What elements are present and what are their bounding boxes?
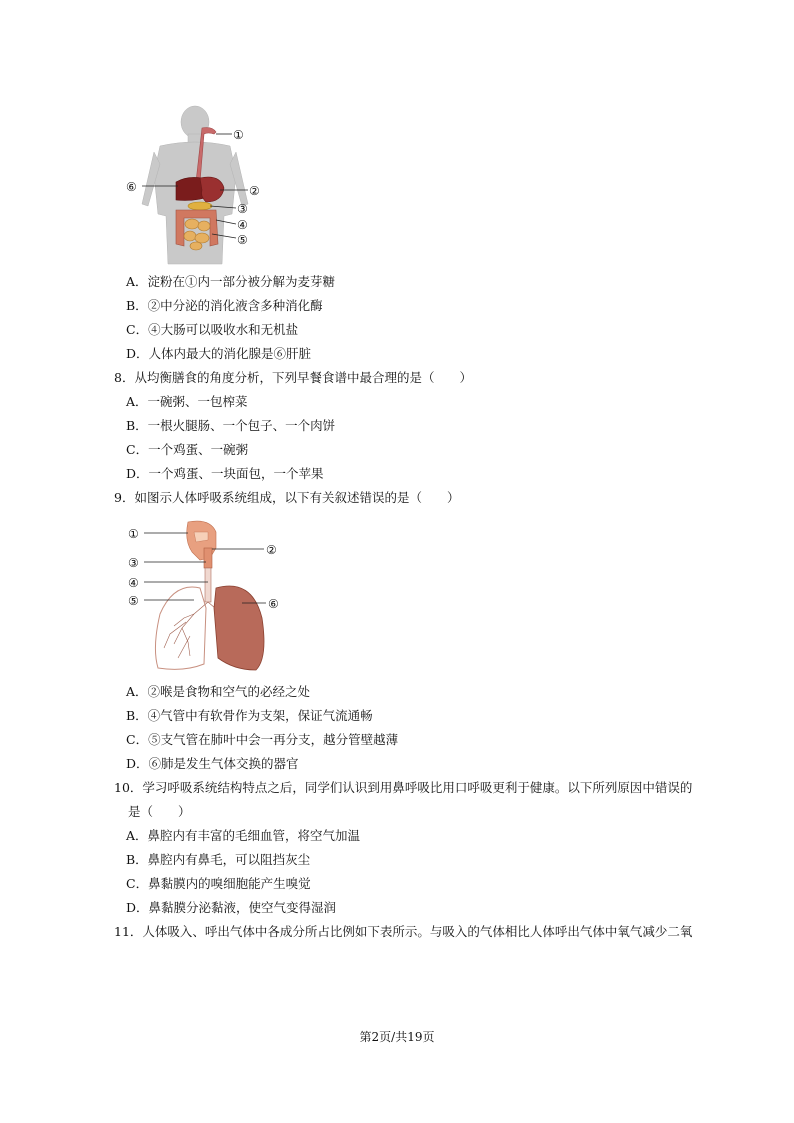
trachea [205, 568, 211, 602]
fig2-label-4: ④ [128, 576, 139, 590]
q9-option-b: B．④气管中有软骨作为支架，保证气流通畅 [126, 708, 373, 723]
q9-option-d: D．⑥肺是发生气体交换的器官 [126, 756, 299, 771]
digestive-system-figure [120, 104, 280, 270]
fig1-label-3: ③ [237, 202, 248, 216]
fig2-label-5: ⑤ [128, 594, 139, 608]
fig2-label-3: ③ [128, 556, 139, 570]
page-footer: 第2页/共19页 [359, 1030, 435, 1044]
q10-stem-line2: 是（ ） [128, 804, 191, 819]
fig2-label-2: ② [266, 543, 277, 557]
q10-option-b: B．鼻腔内有鼻毛，可以阻挡灰尘 [126, 852, 311, 867]
q10-stem-line1: 10．学习呼吸系统结构特点之后，同学们认识到用鼻呼吸比用口呼吸更利于健康。以下所列原因中错误的 [114, 780, 693, 795]
respiratory-system-figure [124, 518, 294, 676]
q9-option-c: C．⑤支气管在肺叶中会一再分支，越分管壁越薄 [126, 732, 399, 747]
q8-option-b: B．一根火腿肠、一个包子、一个肉饼 [126, 418, 336, 433]
q10-option-a: A．鼻腔内有丰富的毛细血管，将空气加温 [126, 828, 361, 843]
fig2-label-6: ⑥ [268, 597, 279, 611]
fig1-label-4: ④ [237, 218, 248, 232]
q7-option-a: A．淀粉在①内一部分被分解为麦芽糖 [126, 274, 336, 289]
q8-option-c: C．一个鸡蛋、一碗粥 [126, 442, 249, 457]
q8-option-d: D．一个鸡蛋、一块面包，一个苹果 [126, 466, 324, 481]
q7-option-d: D．人体内最大的消化腺是⑥肝脏 [126, 346, 312, 361]
q10-option-d: D．鼻黏膜分泌黏液，使空气变得湿润 [126, 900, 337, 915]
q8-option-a: A．一碗粥、一包榨菜 [126, 394, 248, 409]
q9-option-a: A．②喉是食物和空气的必经之处 [126, 684, 311, 699]
larynx [204, 548, 212, 568]
q7-option-c: C．④大肠可以吸收水和无机盐 [126, 322, 299, 337]
left-lung-outline [155, 587, 206, 669]
pancreas [188, 202, 212, 210]
fig2-label-1: ① [128, 527, 139, 541]
fig1-label-1: ① [233, 128, 244, 142]
q8-stem: 8．从均衡膳食的角度分析，下列早餐食谱中最合理的是（ ） [114, 370, 472, 385]
fig1-label-5: ⑤ [237, 233, 248, 247]
q7-option-b: B．②中分泌的消化液含多种消化酶 [126, 298, 323, 313]
q11-stem: 11．人体吸入、呼出气体中各成分所占比例如下表所示。与吸入的气体相比人体呼出气体中氧气减少二氧 [114, 924, 693, 939]
fig1-label-6: ⑥ [126, 180, 137, 194]
q10-option-c: C．鼻黏膜内的嗅细胞能产生嗅觉 [126, 876, 311, 891]
fig1-label-2: ② [249, 184, 260, 198]
q9-stem: 9．如图示人体呼吸系统组成，以下有关叙述错误的是（ ） [114, 490, 460, 505]
right-lung [214, 586, 264, 670]
